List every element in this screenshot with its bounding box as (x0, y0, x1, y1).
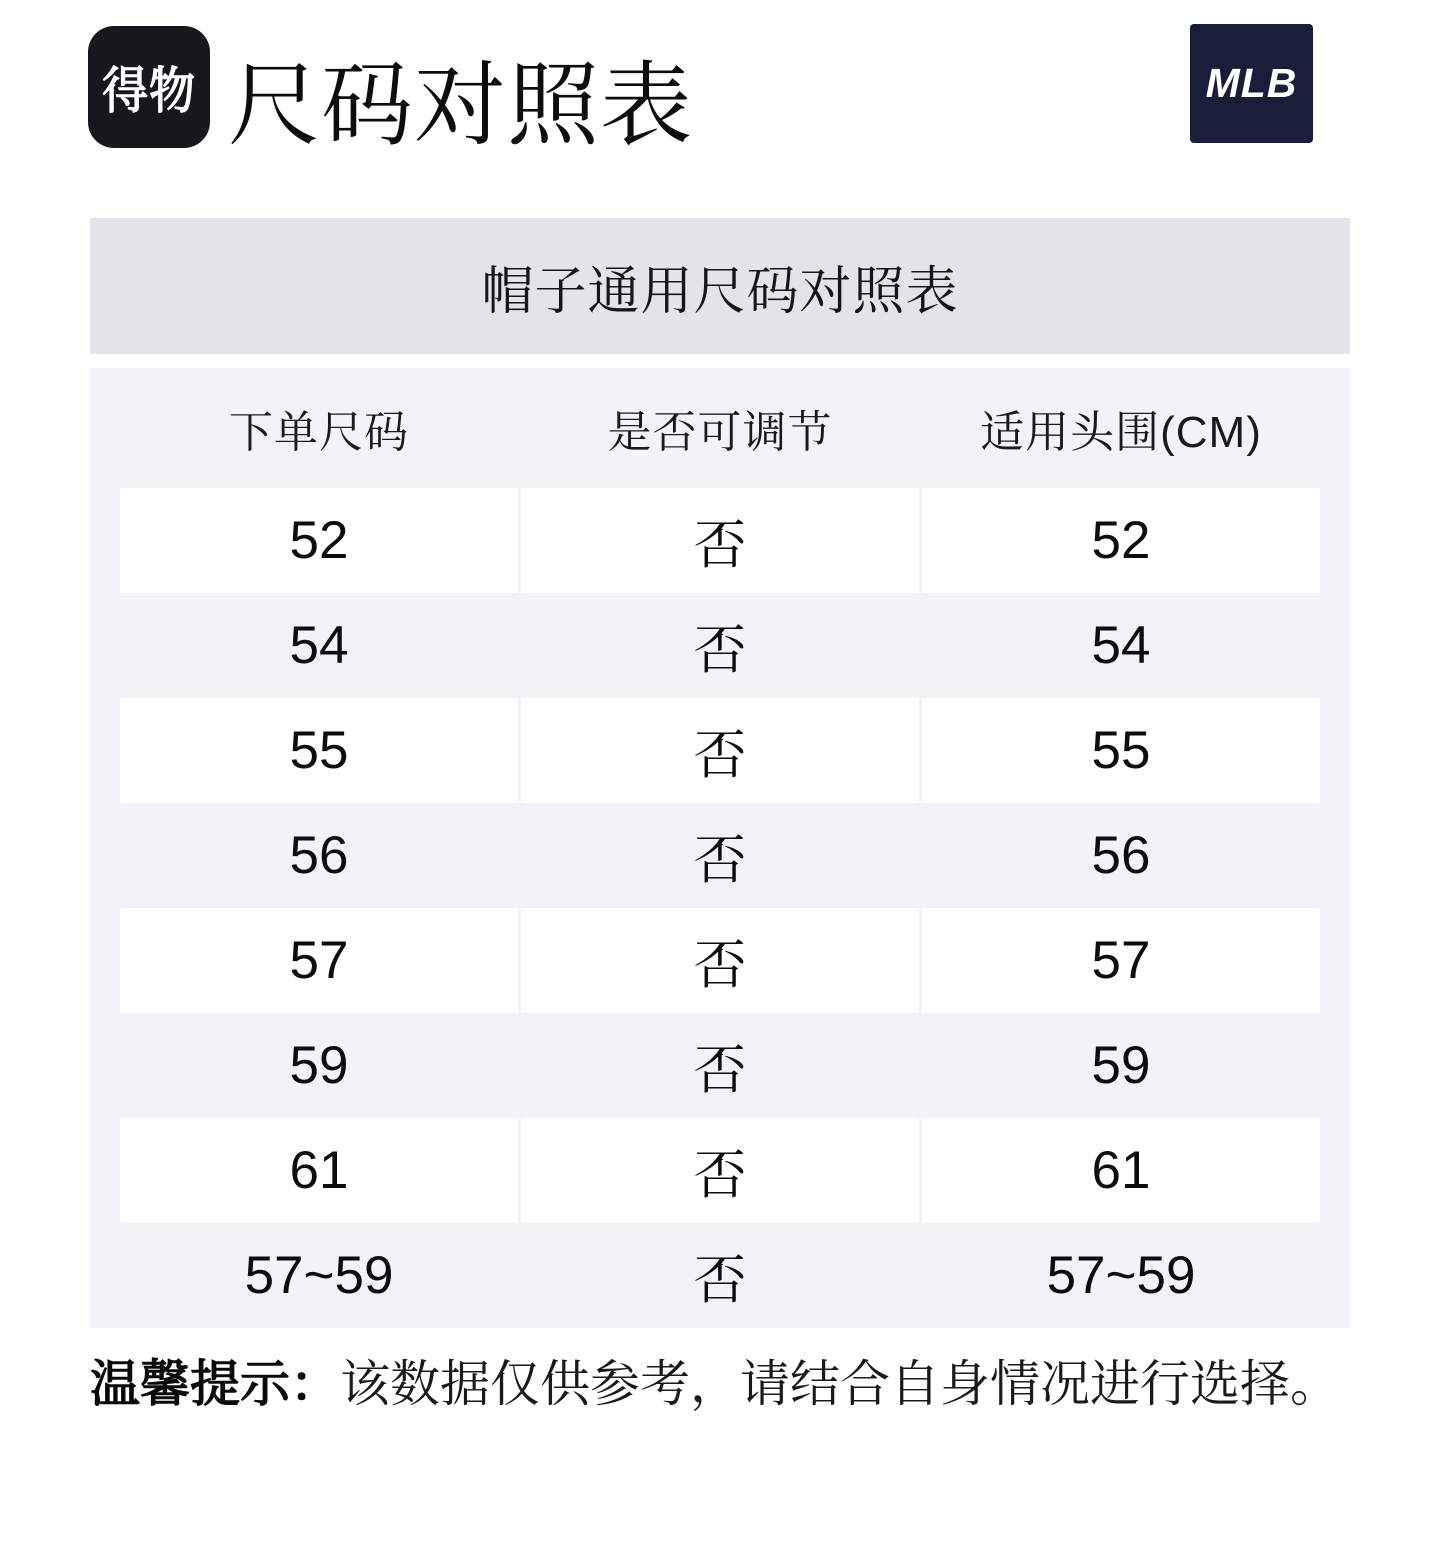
table-cell: 否 (521, 698, 919, 803)
table-header-cell: 适用头围(CM) (980, 408, 1262, 457)
table-cell: 54 (289, 616, 349, 675)
table-row (90, 593, 1350, 698)
tip-note (90, 1354, 1350, 1414)
table-cell: 否 (693, 620, 747, 680)
table-cell: 57 (922, 908, 1320, 1013)
table-cell: 61 (922, 1118, 1320, 1223)
table-cell: 52 (922, 488, 1320, 593)
table-row (90, 1223, 1350, 1328)
table-header-row (90, 368, 1350, 488)
table-cell: 54 (1091, 616, 1151, 675)
table-cell: 否 (521, 488, 919, 593)
dewu-logo-text: 得物 (102, 63, 196, 119)
table-cell: 否 (693, 1250, 747, 1310)
table-header-cell: 下单尺码 (229, 408, 409, 457)
page-header (0, 0, 1443, 174)
table-cell: 否 (521, 1118, 919, 1223)
table-cell: 59 (289, 1036, 349, 1095)
table-cell: 57~59 (1046, 1246, 1196, 1305)
table-cell: 否 (521, 908, 919, 1013)
table-row (90, 908, 1350, 1013)
table-cell: 否 (693, 830, 747, 890)
table-row (90, 803, 1350, 908)
table-cell: 57~59 (244, 1246, 394, 1305)
size-table (90, 368, 1350, 1328)
table-cell: 52 (120, 488, 518, 593)
table-title: 帽子通用尺码对照表 (481, 262, 959, 321)
table-title-banner (90, 218, 1350, 354)
table-cell: 56 (289, 826, 349, 885)
mlb-brand-logo (1190, 24, 1313, 143)
table-cell: 56 (1091, 826, 1151, 885)
table-row (90, 698, 1350, 803)
table-cell: 否 (693, 1040, 747, 1100)
table-cell: 61 (120, 1118, 518, 1223)
table-header-cell: 是否可调节 (607, 408, 833, 457)
dewu-logo (88, 26, 210, 148)
table-row (90, 488, 1350, 593)
table-cell: 57 (120, 908, 518, 1013)
table-row (90, 1013, 1350, 1118)
table-cell: 55 (120, 698, 518, 803)
table-row (90, 1118, 1350, 1223)
tip-note-label: 温馨提示： (90, 1356, 340, 1412)
tip-note-text: 该数据仅供参考，请结合自身情况进行选择。 (340, 1356, 1340, 1412)
table-cell: 55 (922, 698, 1320, 803)
page-title: 尺码对照表 (228, 55, 694, 157)
size-table-body (90, 488, 1350, 1328)
mlb-logo-text: MLB (1205, 60, 1298, 106)
table-cell: 59 (1091, 1036, 1151, 1095)
